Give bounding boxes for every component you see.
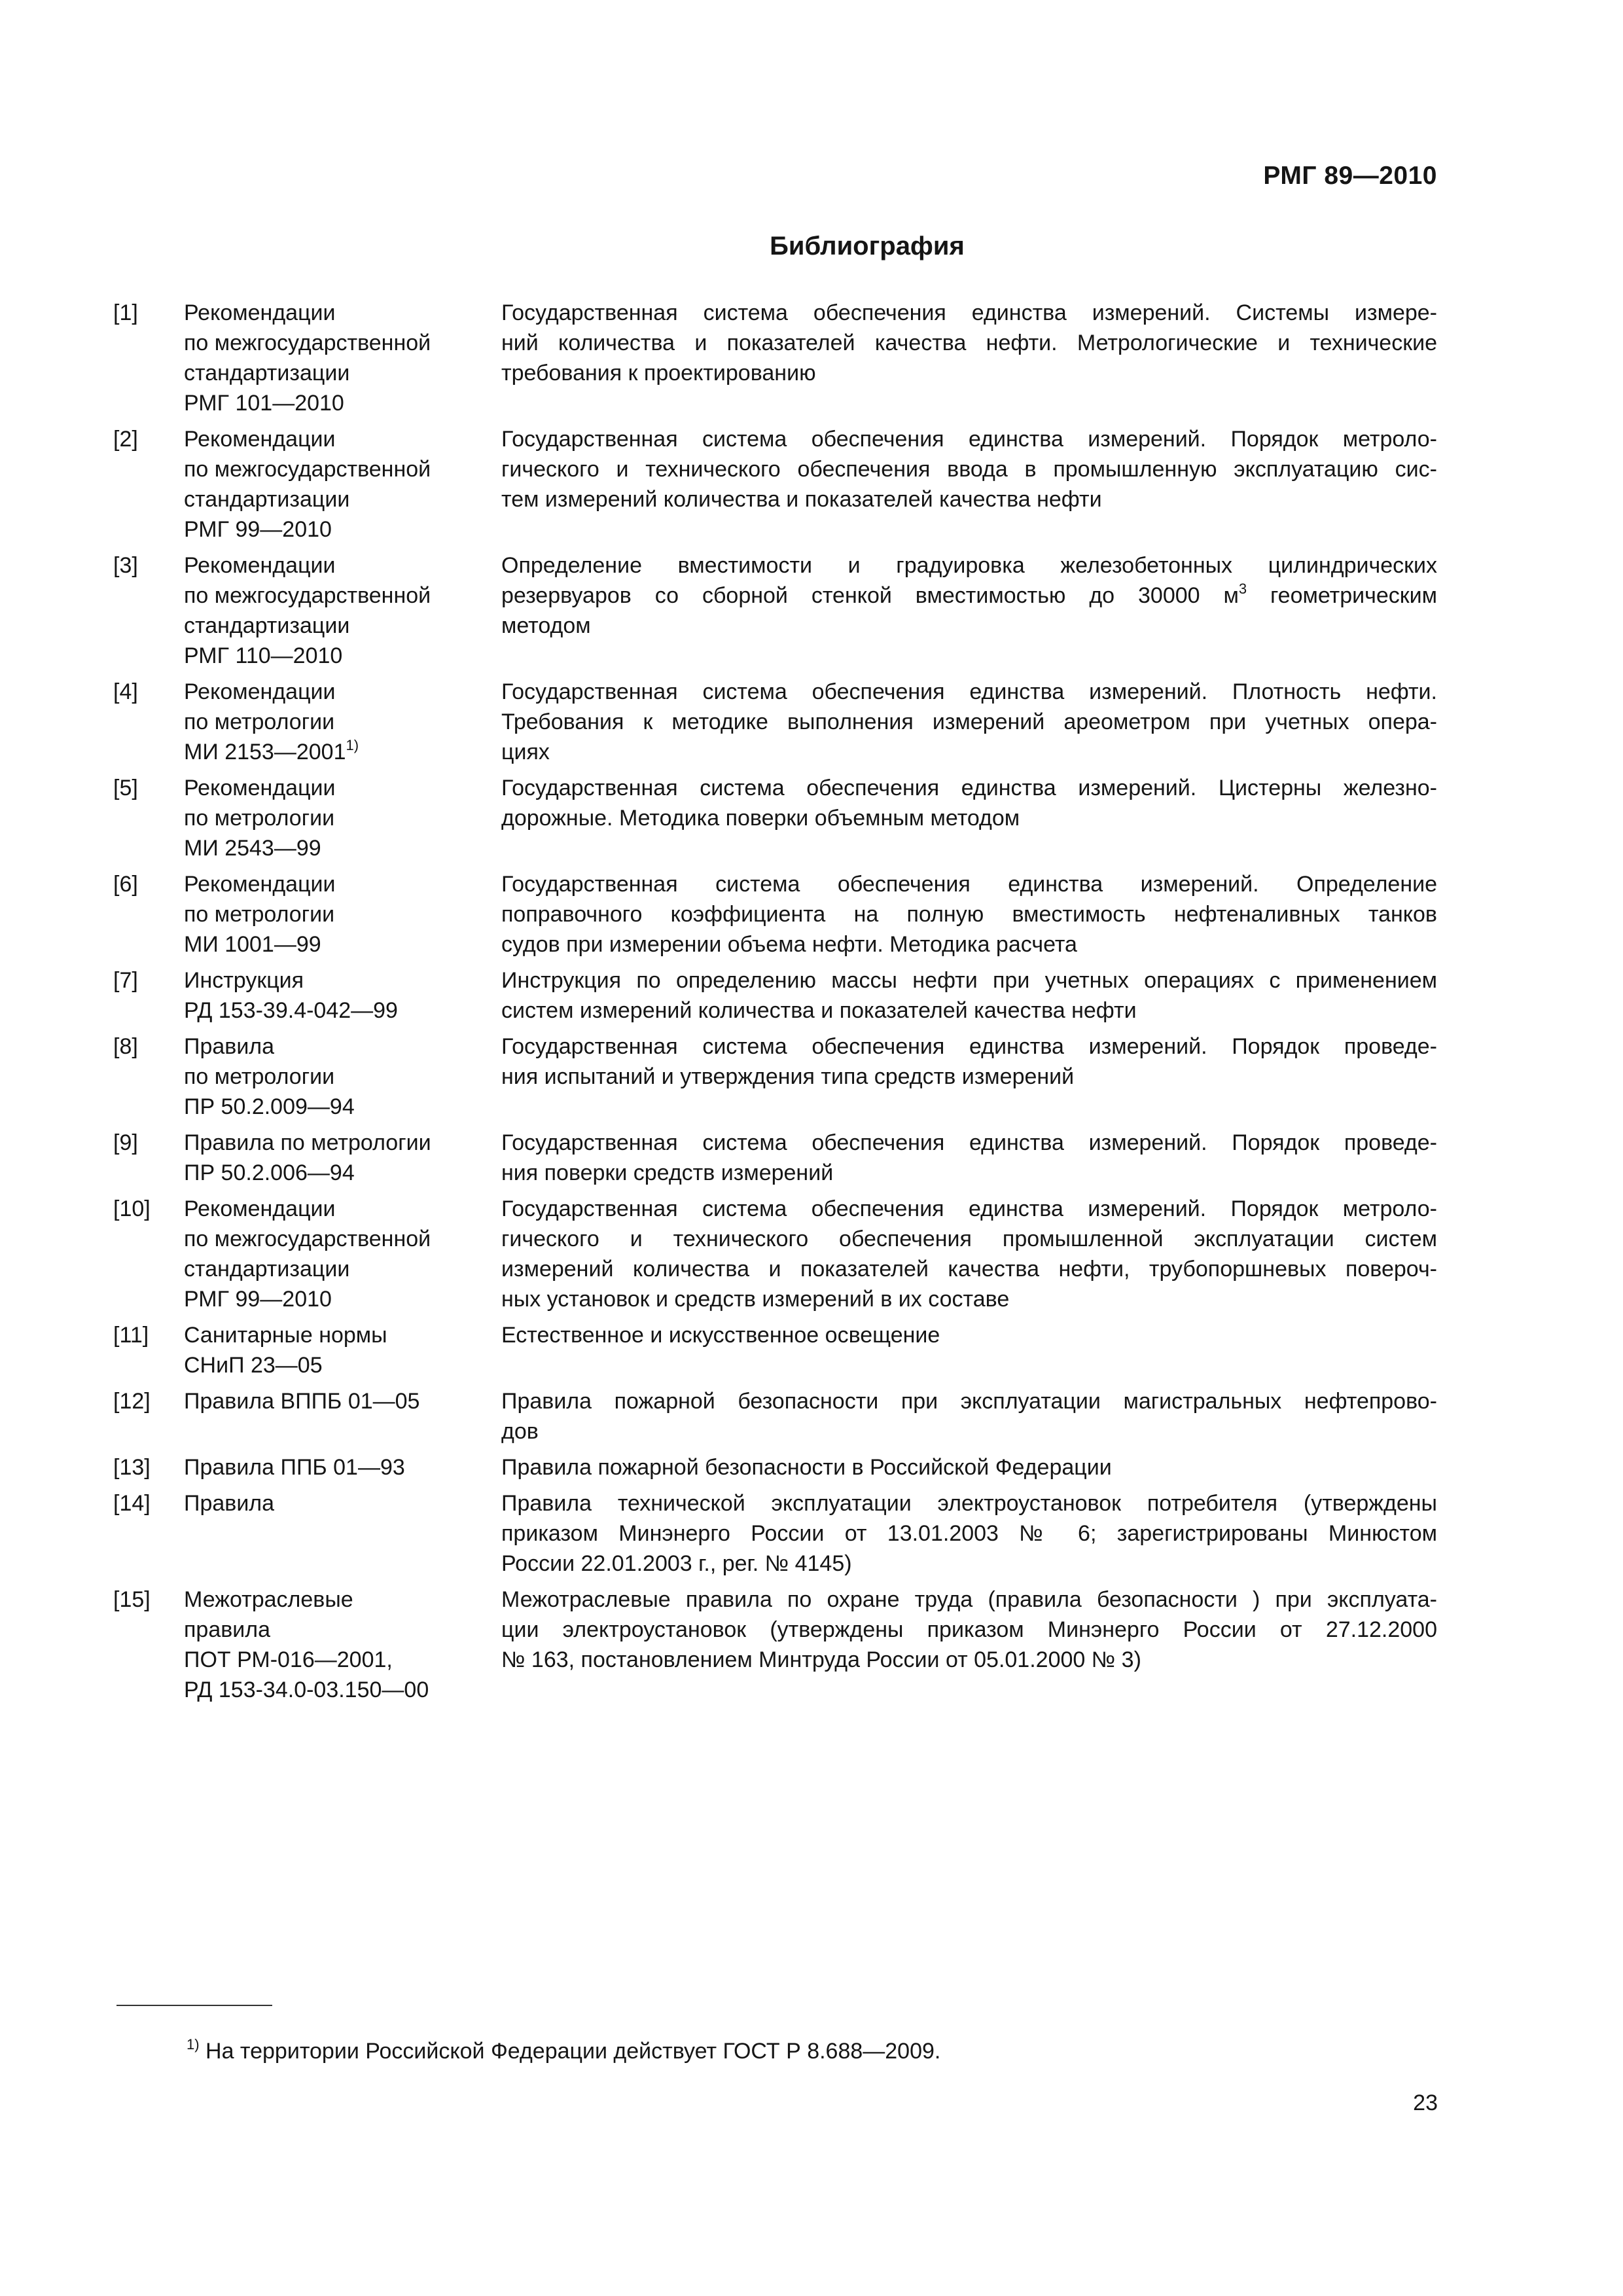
source-line: по межгосударственной (184, 583, 431, 608)
page-title: Библиография (770, 232, 965, 260)
entry-number: [10] (113, 1196, 151, 1221)
description-line: ных установок и средств измерений в их составе (501, 1287, 1010, 1312)
description-line: резервуаров со сборной стенкой вместимостью до 30000 $м^3$ геометрическим (501, 581, 1437, 608)
description-line: измерений количества и показателей качества нефти, трубопоршневых повероч- (501, 1257, 1437, 1282)
footnote-divider (116, 2005, 272, 2006)
description-line: Государственная система обеспечения единства измерений. Порядок проведе- (501, 1034, 1437, 1059)
source-line: РМГ 101—2010 (184, 391, 344, 416)
entry-source (184, 965, 501, 1026)
description-line: дорожные. Методика поверки объемным методом (501, 806, 1020, 831)
source-line: Рекомендации (184, 553, 336, 578)
description-line: Государственная система обеспечения единства измерений. Порядок проведе- (501, 1130, 1437, 1155)
source-line: РМГ 110—2010 (184, 643, 343, 668)
entry-description (501, 298, 1437, 418)
description-line: Правила пожарной безопасности при эксплуатации магистральных нефтепрово- (501, 1389, 1437, 1414)
bibliography-entry (113, 1031, 1438, 1122)
source-line: Правила по метрологии (184, 1130, 431, 1155)
description-line: судов при измерении объема нефти. Методика расчета (501, 932, 1077, 957)
description-line: Инструкция по определению массы нефти при учетных операциях с применением (501, 968, 1437, 993)
bibliography-entry (113, 298, 1438, 418)
entry-number: [1] (113, 300, 138, 325)
entry-description (501, 677, 1437, 767)
description-line: Требования к методике выполнения измерений ареометром при учетных опера- (501, 709, 1437, 734)
entry-number: [13] (113, 1455, 151, 1480)
source-line: МИ 1001—99 (184, 932, 321, 957)
source-line: МИ 2153—2001$^{1)}$ (184, 737, 359, 764)
source-line: по межгосударственной (184, 331, 431, 355)
bibliography-entry (113, 965, 1438, 1026)
bibliography-entry (113, 550, 1438, 671)
source-line: СНиП 23—05 (184, 1353, 323, 1378)
entry-number: [3] (113, 553, 138, 578)
source-line: РД 153-34.0-03.150—00 (184, 1677, 429, 1702)
description-line: поправочного коэффициента на полную вместимость нефтеналивных танков (501, 902, 1437, 927)
source-line: ПОТ РМ-016—2001, (184, 1647, 393, 1672)
entry-source (184, 1452, 501, 1482)
description-line: тем измерений количества и показателей качества нефти (501, 487, 1102, 512)
source-line: по межгосударственной (184, 457, 431, 482)
source-line: ПР 50.2.006—94 (184, 1160, 355, 1185)
entry-number: [2] (113, 427, 138, 452)
source-line: МИ 2543—99 (184, 836, 321, 861)
source-line: стандартизации (184, 1257, 350, 1282)
source-line: правила (184, 1617, 271, 1642)
source-line: Правила ВППБ 01—05 (184, 1389, 420, 1414)
bibliography-entry (113, 677, 1438, 767)
entry-description (501, 1128, 1437, 1188)
footnote-mark: 1) (187, 2036, 200, 2053)
entry-source (184, 773, 501, 863)
source-line: стандартизации (184, 487, 350, 512)
source-line: по метрологии (184, 902, 335, 927)
source-line: Правила (184, 1034, 275, 1059)
entry-number: [9] (113, 1130, 138, 1155)
entry-description (501, 869, 1437, 960)
entry-source (184, 424, 501, 545)
description-line: дов (501, 1419, 539, 1444)
description-line: Государственная система обеспечения единства измерений. Цистерны железно- (501, 776, 1437, 800)
entry-number: [11] (113, 1323, 149, 1348)
description-line: ния поверки средств измерений (501, 1160, 834, 1185)
source-line: РД 153-39.4-042—99 (184, 998, 398, 1023)
source-line: по метрологии (184, 806, 335, 831)
entry-source (184, 1194, 501, 1314)
entry-number: [14] (113, 1491, 151, 1516)
source-line: Рекомендации (184, 776, 336, 800)
source-line: Рекомендации (184, 679, 336, 704)
entry-source (184, 677, 501, 767)
page-number: 23 (1413, 2090, 1438, 2115)
bibliography-entry (113, 1386, 1438, 1446)
description-line: ний количества и показателей качества нефти. Метрологические и технические (501, 331, 1437, 355)
entry-number: [12] (113, 1389, 151, 1414)
entry-number: [7] (113, 968, 138, 993)
source-line: Инструкция (184, 968, 304, 993)
entry-source (184, 1031, 501, 1122)
entry-source (184, 1128, 501, 1188)
entry-source (184, 869, 501, 960)
source-line: Межотраслевые (184, 1587, 353, 1612)
entry-source (184, 1386, 501, 1446)
description-line: России 22.01.2003 г., рег. № 4145) (501, 1551, 852, 1576)
entry-description (501, 965, 1437, 1026)
bibliography-entry (113, 1488, 1438, 1579)
description-line: ции электроустановок (утверждены приказом Минэнерго России от 27.12.2000 (501, 1617, 1437, 1642)
description-line: гического и технического обеспечения ввода в промышленную эксплуатацию сис- (501, 457, 1437, 482)
entry-description (501, 1194, 1437, 1314)
bibliography-entry (113, 1452, 1438, 1482)
entry-number: [4] (113, 679, 138, 704)
entry-description (501, 773, 1437, 863)
description-line: ния испытаний и утверждения типа средств измерений (501, 1064, 1075, 1089)
description-line: Определение вместимости и градуировка железобетонных цилиндрических (501, 553, 1437, 578)
source-line: Санитарные нормы (184, 1323, 387, 1348)
source-line: Правила (184, 1491, 275, 1516)
description-line: методом (501, 613, 591, 638)
entry-source (184, 1320, 501, 1380)
entry-description (501, 1386, 1437, 1446)
description-line: приказом Минэнерго России от 13.01.2003 № 6; зарегистрированы Минюстом (501, 1521, 1437, 1546)
bibliography-entry (113, 1320, 1438, 1380)
entry-description (501, 1452, 1437, 1482)
source-line: Правила ППБ 01—93 (184, 1455, 405, 1480)
description-line: Государственная система обеспечения единства измерений. Порядок метроло- (501, 1196, 1437, 1221)
description-line: Государственная система обеспечения единства измерений. Плотность нефти. (501, 679, 1437, 704)
superscript: 3 (1238, 581, 1247, 597)
source-line: РМГ 99—2010 (184, 1287, 332, 1312)
bibliography-list (113, 298, 1438, 1711)
entry-description (501, 1320, 1437, 1380)
entry-number: [6] (113, 872, 138, 897)
description-line: Правила пожарной безопасности в Российской Федерации (501, 1455, 1112, 1480)
description-line: Межотраслевые правила по охране труда (правила безопасности ) при эксплуата- (501, 1587, 1437, 1612)
description-line: Правила технической эксплуатации электроустановок потребителя (утверждены (501, 1491, 1437, 1516)
entry-description (501, 1031, 1437, 1122)
bibliography-entry (113, 1128, 1438, 1188)
entry-description (501, 1488, 1437, 1579)
description-line: № 163, постановлением Минтруда России от 05.01.2000 № 3) (501, 1647, 1141, 1672)
description-line: систем измерений количества и показателей качества нефти (501, 998, 1137, 1023)
description-line: циях (501, 740, 550, 764)
description-line: Государственная система обеспечения единства измерений. Определение (501, 872, 1437, 897)
source-line: ПР 50.2.009—94 (184, 1094, 355, 1119)
description-line: Естественное и искусственное освещение (501, 1323, 940, 1348)
entry-source (184, 298, 501, 418)
source-line: РМГ 99—2010 (184, 517, 332, 542)
entry-description (501, 424, 1437, 545)
bibliography-entry (113, 869, 1438, 960)
bibliography-entry (113, 773, 1438, 863)
footnote (187, 2036, 941, 2064)
source-line: Рекомендации (184, 427, 336, 452)
entry-description (501, 1585, 1437, 1705)
source-line: по метрологии (184, 1064, 335, 1089)
footnote-ref: 1) (346, 737, 359, 753)
entry-source (184, 1488, 501, 1579)
document-code: РМГ 89—2010 (1263, 162, 1437, 190)
entry-description (501, 550, 1437, 671)
entry-number: [15] (113, 1587, 151, 1612)
entry-number: [8] (113, 1034, 138, 1059)
source-line: Рекомендации (184, 300, 336, 325)
description-line: Государственная система обеспечения единства измерений. Системы измере- (501, 300, 1437, 325)
source-line: Рекомендации (184, 1196, 336, 1221)
description-line: гического и технического обеспечения промышленной эксплуатации систем (501, 1227, 1437, 1251)
footnote-text: На территории Российской Федерации действует ГОСТ Р 8.688—2009. (199, 2039, 941, 2064)
bibliography-entry (113, 424, 1438, 545)
entry-number: [5] (113, 776, 138, 800)
description-line: требования к проектированию (501, 361, 816, 386)
source-line: стандартизации (184, 613, 350, 638)
entry-source (184, 1585, 501, 1705)
bibliography-entry (113, 1194, 1438, 1314)
source-line: стандартизации (184, 361, 350, 386)
source-line: Рекомендации (184, 872, 336, 897)
source-line: по межгосударственной (184, 1227, 431, 1251)
entry-source (184, 550, 501, 671)
source-line: по метрологии (184, 709, 335, 734)
description-line: Государственная система обеспечения единства измерений. Порядок метроло- (501, 427, 1437, 452)
bibliography-entry (113, 1585, 1438, 1705)
